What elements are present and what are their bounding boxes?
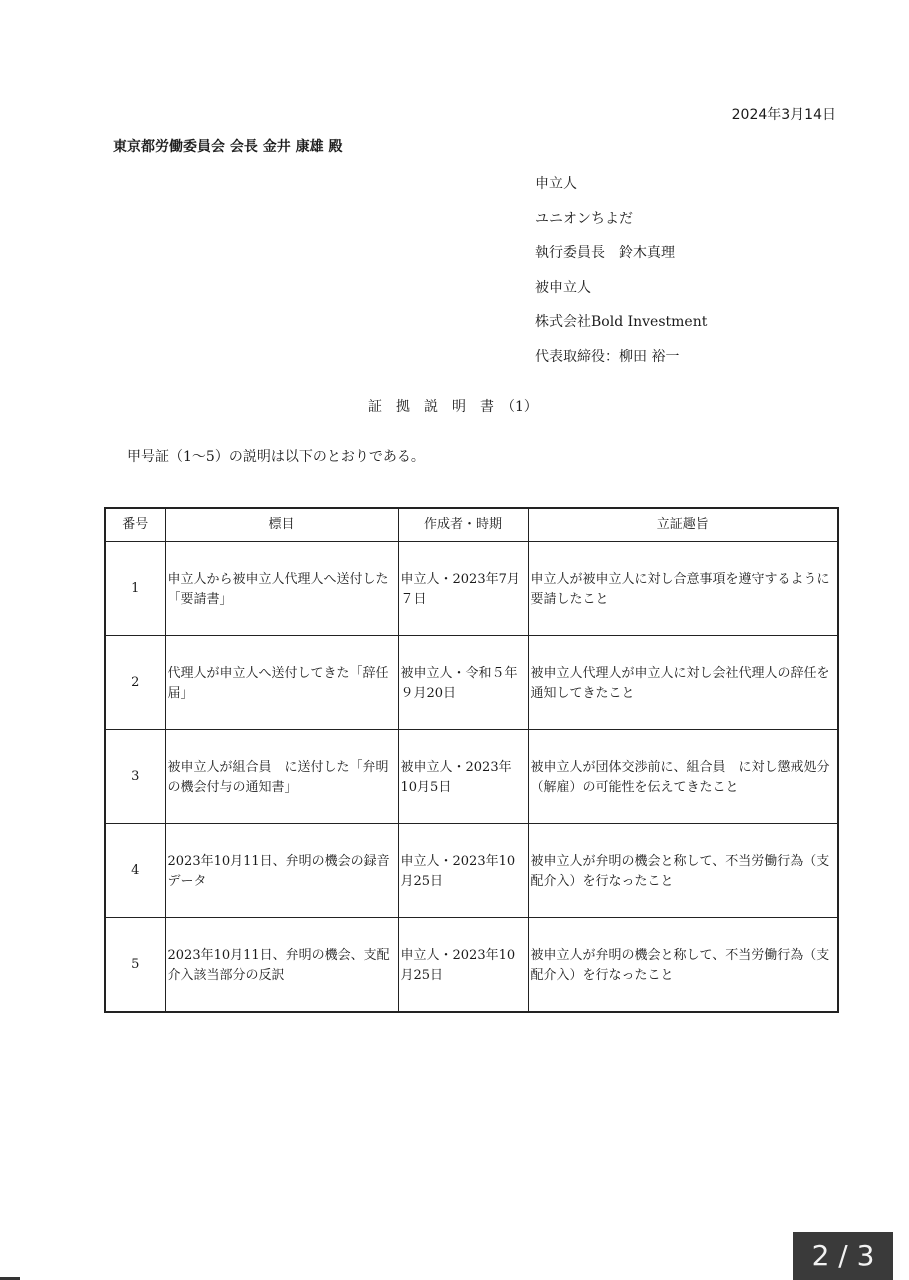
row-title: 代理人が申立人へ送付してきた「辞任届」 xyxy=(167,666,389,701)
row-title: 被申立人が組合員 に送付した「弁明の機会付与の通知書」 xyxy=(167,760,389,795)
row-purpose-cell xyxy=(528,636,838,730)
row-author-date: 申立人・2023年10月25日 xyxy=(400,948,516,983)
row-purpose: 被申立人が弁明の機会と称して、不当労働行為（支配介入）を行なったこと xyxy=(530,854,830,889)
row-title-cell xyxy=(165,542,398,636)
page-indicator[interactable]: 2 / 3 xyxy=(793,1232,893,1280)
row-purpose-cell xyxy=(528,824,838,918)
row-author-cell xyxy=(398,730,528,824)
header-author-date: 作成者・時期 xyxy=(398,508,528,542)
document-date: 2024年3月14日 xyxy=(731,107,836,123)
table-row xyxy=(105,918,838,1013)
row-title-cell xyxy=(165,636,398,730)
parties-block xyxy=(535,172,707,379)
row-number: 4 xyxy=(105,824,165,918)
party-line: 株式会社Bold Investment xyxy=(535,314,708,330)
row-purpose-cell xyxy=(528,730,838,824)
addressee: 東京都労働委員会 会長 金井 康雄 殿 xyxy=(113,139,343,155)
row-number: 1 xyxy=(105,542,165,636)
party-line: ユニオンちよだ xyxy=(535,210,633,227)
intro-text: 甲号証（1～5）の説明は以下のとおりである。 xyxy=(127,449,425,465)
row-author-date: 被申立人・令和５年９月20日 xyxy=(400,666,518,701)
row-purpose-cell xyxy=(528,918,838,1013)
header-purpose: 立証趣旨 xyxy=(528,508,838,542)
row-title: 2023年10月11日、弁明の機会、支配介入該当部分の反訳 xyxy=(167,948,390,983)
row-author-cell xyxy=(398,636,528,730)
table-row xyxy=(105,824,838,918)
row-title: 申立人から被申立人代理人へ送付した「要請書」 xyxy=(167,572,389,607)
row-title-cell xyxy=(165,730,398,824)
table-row xyxy=(105,636,838,730)
table-header-row xyxy=(105,508,838,542)
row-purpose: 被申立人代理人が申立人に対し会社代理人の辞任を通知してきたこと xyxy=(530,666,830,701)
table-row xyxy=(105,542,838,636)
party-line: 申立人 xyxy=(535,176,577,192)
document-title: 証 拠 説 明 書 （1） xyxy=(368,399,538,415)
row-author-date: 申立人・2023年7月７日 xyxy=(400,572,520,607)
evidence-table xyxy=(104,507,839,1013)
row-purpose: 申立人が被申立人に対し合意事項を遵守するように要請したこと xyxy=(530,572,830,607)
row-number: 3 xyxy=(105,730,165,824)
row-author-cell xyxy=(398,824,528,918)
header-number: 番号 xyxy=(105,508,165,542)
party-line: 代表取締役：柳田 裕一 xyxy=(535,348,680,365)
header-title: 標目 xyxy=(165,508,398,542)
row-author-cell xyxy=(398,542,528,636)
table-row xyxy=(105,730,838,824)
row-title-cell xyxy=(165,918,398,1013)
row-purpose: 被申立人が弁明の機会と称して、不当労働行為（支配介入）を行なったこと xyxy=(530,948,830,983)
row-purpose: 被申立人が団体交渉前に、組合員 に対し懲戒処分（解雇）の可能性を伝えてきたこと xyxy=(530,760,830,795)
row-author-date: 被申立人・2023年10月5日 xyxy=(400,760,512,795)
party-line: 執行委員長 鈴木真理 xyxy=(535,245,675,261)
row-title-cell xyxy=(165,824,398,918)
row-title: 2023年10月11日、弁明の機会の録音データ xyxy=(167,854,390,889)
row-number: 5 xyxy=(105,918,165,1013)
row-author-date: 申立人・2023年10月25日 xyxy=(400,854,516,889)
row-author-cell xyxy=(398,918,528,1013)
row-purpose-cell xyxy=(528,542,838,636)
party-line: 被申立人 xyxy=(535,279,591,296)
row-number: 2 xyxy=(105,636,165,730)
